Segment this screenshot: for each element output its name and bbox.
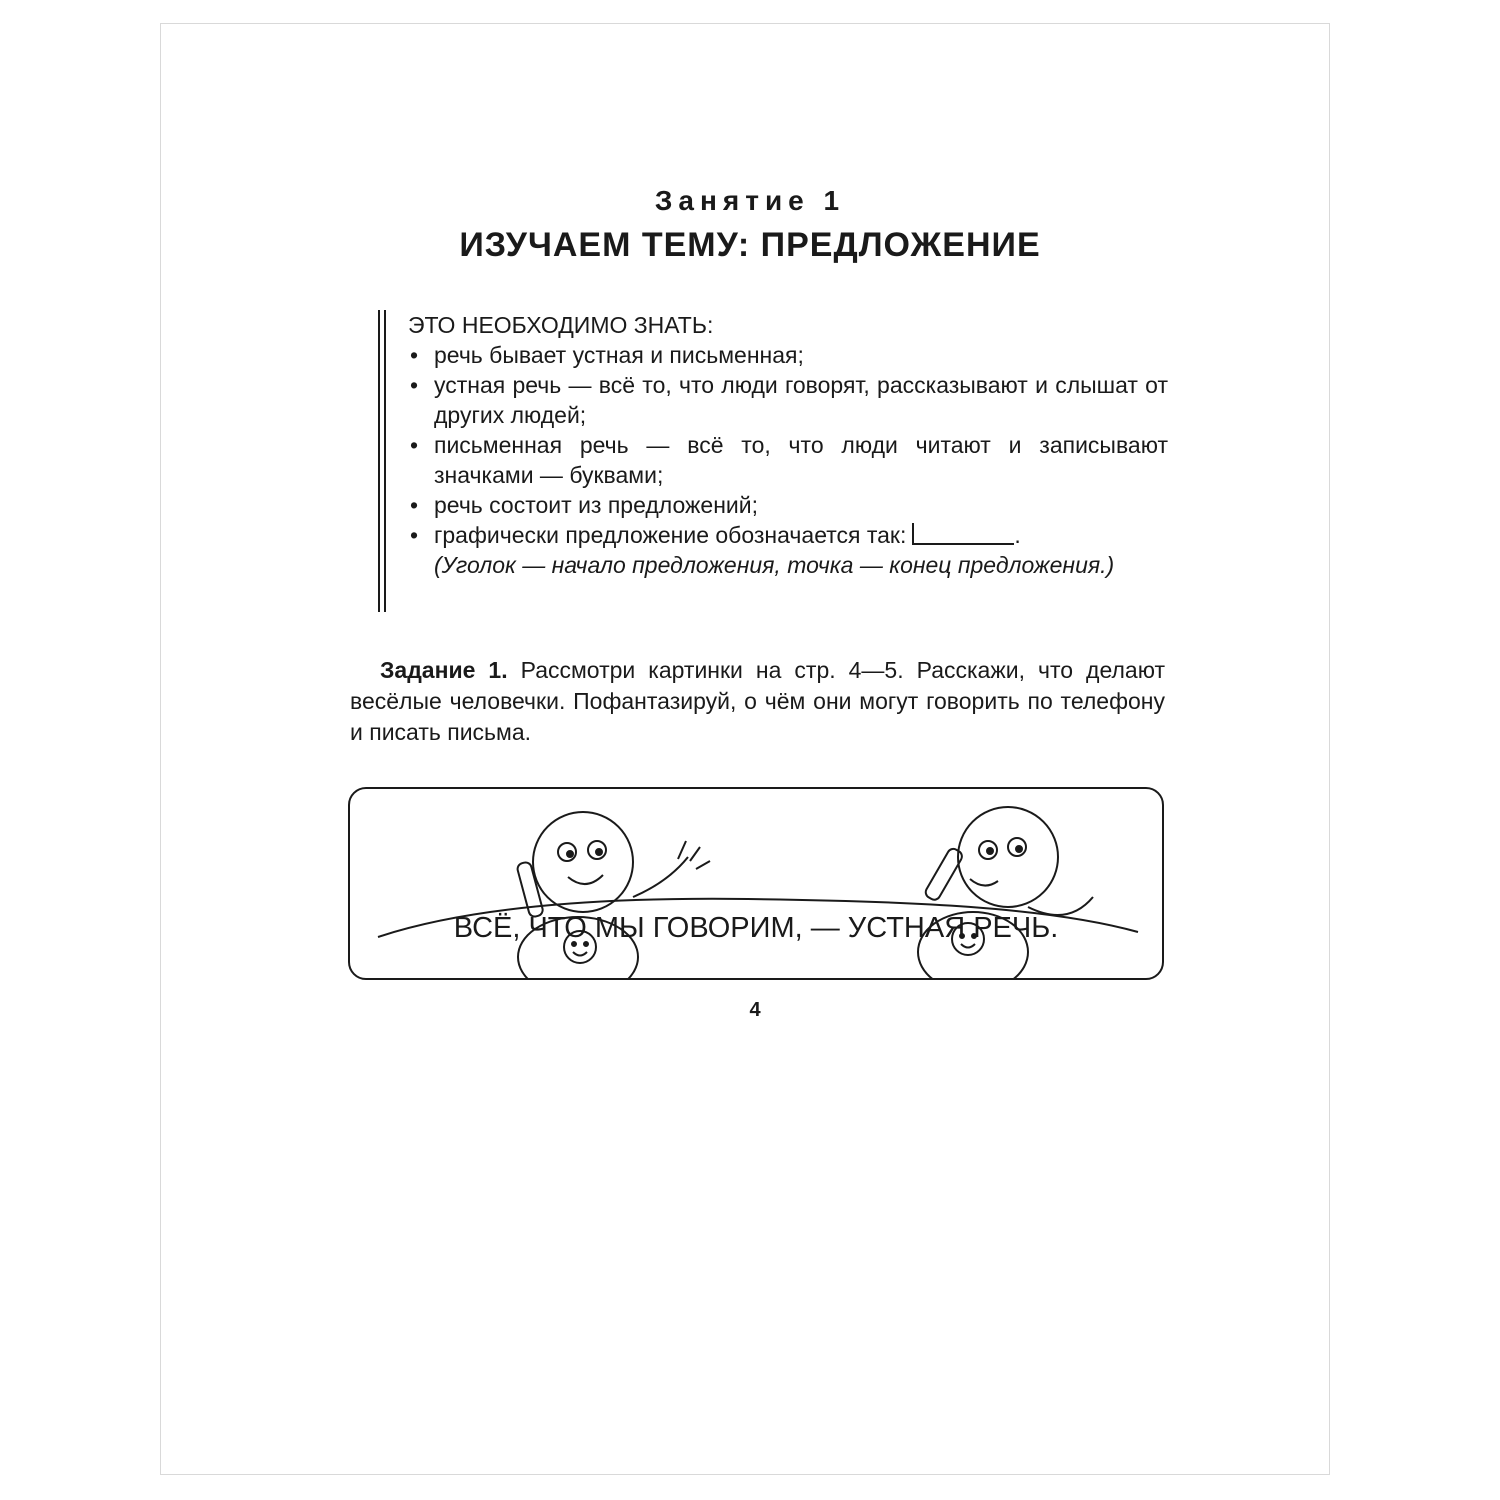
rule-box <box>378 310 1168 614</box>
rule-note: (Уголок — начало предложения, точка — конец предложения.) <box>434 552 1115 578</box>
rule-content <box>408 310 1168 580</box>
left-character-icon <box>516 812 710 980</box>
task-1 <box>350 655 1165 748</box>
rule-item: • речь бывает устная и письменная; <box>408 340 1168 370</box>
rule-item: • речь состоит из предложений; <box>408 490 1168 520</box>
rule-item: • письменная речь — всё то, что люди читают и записывают значками — буквами; <box>408 430 1168 490</box>
page-number: 4 <box>749 999 761 1021</box>
rule-bar-right <box>384 310 386 612</box>
rule-item: • устная речь — всё то, что люди говорят, рассказывают и слышат от других людей; <box>408 370 1168 430</box>
rule-bar-left <box>378 310 380 612</box>
rule-list <box>408 340 1168 550</box>
illustration-svg <box>348 787 1164 980</box>
lesson-number: Занятие 1 <box>654 185 846 216</box>
rule-item-text: графически предложение обозначается так: <box>434 522 907 548</box>
task-text: Рассмотри картинки на стр. 4—5. Расскажи, что делают весёлые человечки. Пофантазируй, о чём они могут говорить по телефону и писать письма. <box>350 657 1165 745</box>
rule-item-sentence-scheme <box>408 520 1168 550</box>
rule-heading: ЭТО НЕОБХОДИМО ЗНАТЬ: <box>408 312 714 338</box>
sentence-scheme-period: . <box>1014 522 1021 548</box>
sentence-scheme-icon <box>912 523 1014 545</box>
right-character-icon <box>918 807 1093 980</box>
lesson-title: ИЗУЧАЕМ ТЕМУ: ПРЕДЛОЖЕНИЕ <box>459 226 1041 264</box>
task-label: Задание 1. <box>380 657 508 683</box>
illustration-caption: ВСЁ, ЧТО МЫ ГОВОРИМ, — УСТНАЯ РЕЧЬ. <box>453 912 1059 944</box>
